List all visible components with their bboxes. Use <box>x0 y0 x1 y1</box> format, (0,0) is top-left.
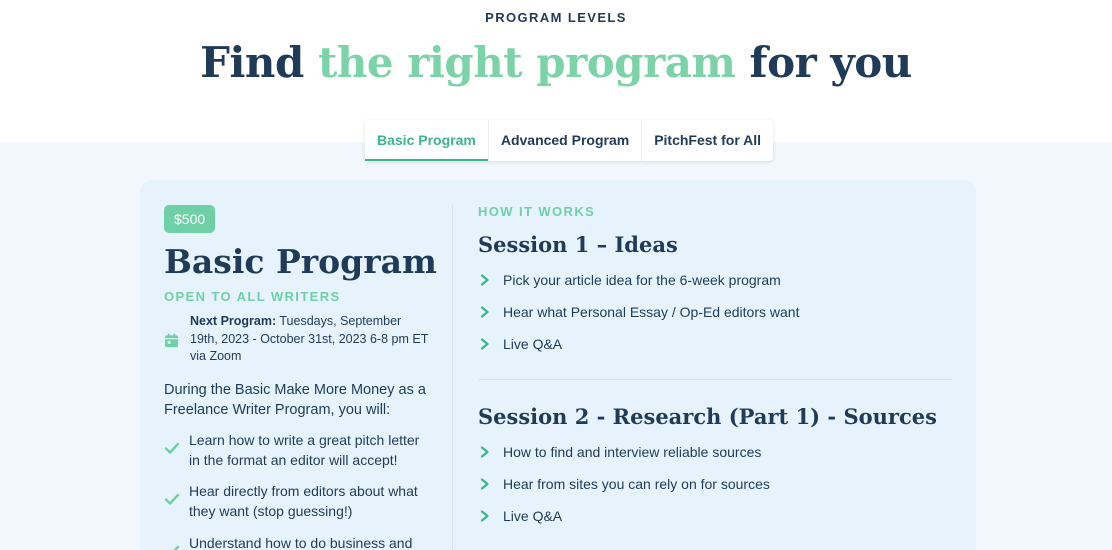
checkmark-icon <box>164 440 180 456</box>
title-accent: the right program <box>317 38 736 87</box>
benefit-text: Learn how to write a great pitch letter in the format an editor will accept! <box>189 432 420 468</box>
next-program-info <box>190 313 430 366</box>
chevron-right-icon <box>480 446 490 458</box>
chevron-right-icon <box>480 274 490 286</box>
section-eyebrow: PROGRAM LEVELS <box>485 10 627 25</box>
chevron-right-icon <box>480 510 490 522</box>
program-audience: OPEN TO ALL WRITERS <box>164 289 341 304</box>
session-item <box>478 442 948 462</box>
price-badge: $500 <box>164 205 215 233</box>
how-it-works-label: HOW IT WORKS <box>478 204 596 219</box>
session-item <box>478 270 948 290</box>
session-divider <box>478 379 952 380</box>
chevron-right-icon <box>480 338 490 350</box>
session-item-text: Hear from sites you can rely on for sources <box>503 476 770 492</box>
title-post: for you <box>735 38 912 87</box>
session-item <box>478 334 948 354</box>
page-title <box>0 38 1112 87</box>
session-item-text: Live Q&A <box>503 508 563 524</box>
session-item-text: Live Q&A <box>503 336 563 352</box>
column-divider <box>452 204 453 550</box>
session-item-text: Pick your article idea for the 6-week program <box>503 272 781 288</box>
session-item <box>478 506 948 526</box>
calendar-icon <box>164 333 179 348</box>
session-title: Session 2 - Research (Part 1) - Sources <box>478 404 937 429</box>
benefit-text: Hear directly from editors about what they want (stop guessing!) <box>189 483 418 519</box>
checkmark-icon <box>164 543 180 550</box>
session-item-text: Hear what Personal Essay / Op-Ed editors want <box>503 304 800 320</box>
session-item <box>478 474 948 494</box>
program-intro: During the Basic Make More Money as a Freelance Writer Program, you will: <box>164 382 426 418</box>
chevron-right-icon <box>480 478 490 490</box>
tab-advanced-program[interactable]: Advanced Program <box>488 120 641 161</box>
session-title: Session 1 – Ideas <box>478 232 678 257</box>
checkmark-icon <box>164 491 180 507</box>
tab-basic-program[interactable]: Basic Program <box>365 120 488 161</box>
next-program-label: Next Program: <box>190 314 277 328</box>
session-item <box>478 302 948 322</box>
session-item-text: How to find and interview reliable sources <box>503 444 762 460</box>
program-tabs <box>365 120 773 161</box>
tab-pitchfest-for-all[interactable]: PitchFest for All <box>641 120 773 161</box>
title-pre: Find <box>200 38 318 87</box>
benefit-text: Understand how to do business and <box>189 535 413 550</box>
chevron-right-icon <box>480 306 490 318</box>
program-title: Basic Program <box>164 242 437 281</box>
next-program-dates: Tuesdays, September 19th, 2023 - October 31st, 2023 6-8 pm ET via Zoom <box>190 314 429 363</box>
